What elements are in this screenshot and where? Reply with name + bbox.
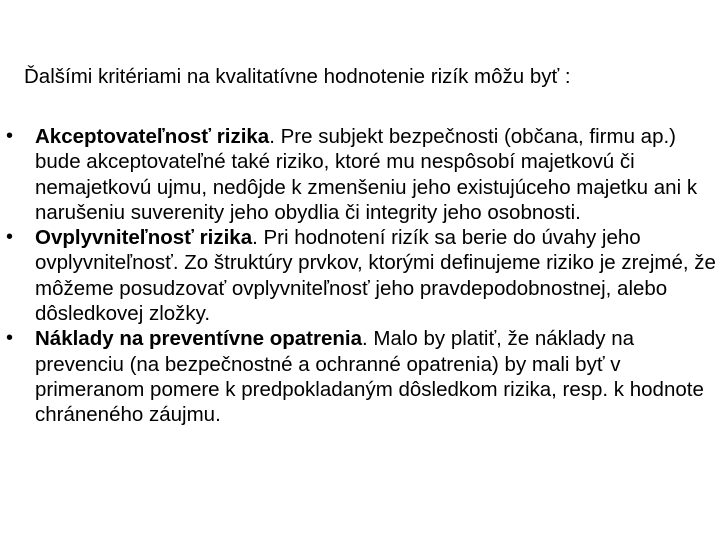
bullet-item xyxy=(0,124,717,225)
bullet-term: Náklady na preventívne opatrenia xyxy=(35,327,362,351)
bullet-item xyxy=(0,225,717,326)
bullet-term: Akceptovateľnosť rizika xyxy=(35,125,270,148)
bullet-text: . Pri hodnotení rizík sa berie do úvahy jeho ovplyvniteľnosť. Zo štruktúry prvkov, ktorými definujeme riziko je zrejmé, že môžeme posudzovať ovplyvniteľnosť jeho pravdepodobnostnej, alebo dôsledkovej zložky. xyxy=(35,226,716,326)
bullet-term: Ovplyvniteľnosť rizika xyxy=(35,226,253,250)
bullet-list xyxy=(0,124,720,428)
bullet-dot-icon: • xyxy=(6,327,14,350)
slide-title: Ďalšími kritériami na kvalitatívne hodnotenie rizík môžu byť : xyxy=(24,65,571,88)
bullet-text: . Pre subjekt bezpečnosti (občana, firmu ap.) bude akceptovateľné také riziko, ktoré mu nespôsobí majetkovú či nemajetkovú ujmu, nedôjde k zmenšeniu jeho existujúceho majetku ani k narušeniu suverenity jeho obydlia či integrity jeho osobnosti. xyxy=(35,125,698,224)
bullet-item xyxy=(0,326,717,427)
bullet-text: . Malo by platiť, že náklady na prevenciu (na bezpečnostné a ochranné opatrenia) by mali byť v primeranom pomere k predpokladaným dôsledkom rizika, resp. k hodnote chráneného záujmu. xyxy=(35,327,704,427)
bullet-dot-icon: • xyxy=(6,125,14,147)
bullet-dot-icon: • xyxy=(6,226,14,249)
